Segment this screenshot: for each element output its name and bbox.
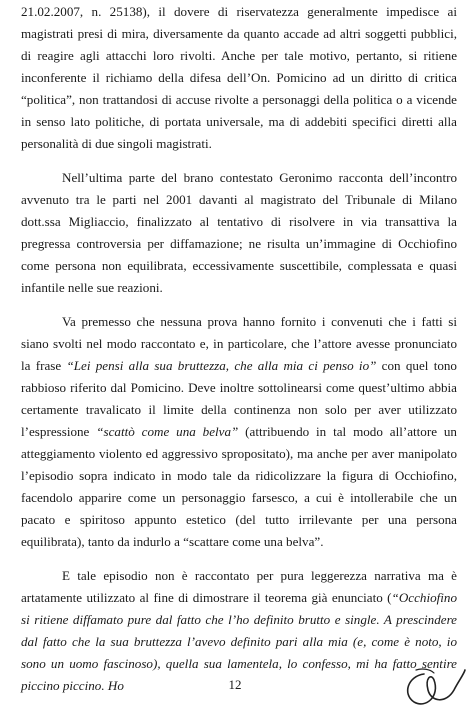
paragraph-3-text-3: (attribuendo in tal modo all’attore un atteggiamento violento ed aggressivo spropositato), ma anche per aver manipolato l’episodio sopra indicato in modo tale da ridicolizzare la figura di Occhiofino, facendolo apparire come un personaggio farsesco, a cui è intollerabile che un pacato e spiritoso appunto estetico (del tutto irrilevante per una persona equilibrata), tanto da indurlo a “scattare come una belva”. (21, 424, 457, 549)
paragraph-1: 21.02.2007, n. 25138), il dovere di riservatezza generalmente impedisce ai magistrati presi di mira, diversamente da quanto accade ad altri soggetti pubblici, di reagire agli attacchi loro rivolti. Anche per tale motivo, pertanto, si ritiene inconferente il richiamo della difesa dell’On. Pomicino ad un diritto di critica “politica”, non trattandosi di accuse rivolte a personaggi della politica o a vicende in senso lato politiche, di portata universale, ma di addebiti specifici diretti alla personalità di due singoli magistrati. (21, 4, 457, 151)
handwritten-signature (394, 664, 466, 712)
quoted-phrase-bruttezza: “Lei pensi alla sua bruttezza, che alla mia ci penso io” (66, 358, 377, 373)
quoted-phrase-belva: “scattò come una belva” (96, 424, 239, 439)
paragraph-2: Nell’ultima parte del brano contestato Geronimo racconta dell’incontro avvenuto tra le parti nel 2001 davanti al magistrato del Tribunale di Milano dott.ssa Migliaccio, finalizzato al tentativo di risolvere in via transattiva la pregressa controversia per diffamazione; ne risulta un’immagine di Occhiofino come persona non equilibrata, eccessivamente suscettibile, complessata e quasi infantile nelle sue reazioni. (21, 170, 457, 295)
page-number: 12 (228, 677, 242, 692)
quoted-passage: “Occhiofino si ritiene diffamato pure dal fatto che l’ho definito brutto e single. A prescindere dal fatto che la sua bruttezza l’avevo definito pari alla mia (e, come è noto, io sono un uomo fascinoso), quella sua lamentela, lo confesso, mi ha fatto sentire piccino piccino. Ho (21, 590, 457, 693)
paragraph-3 (21, 311, 457, 553)
paragraph-3-text-2: con quel tono rabbioso riferito dal Pomicino. Deve inoltre sottolinearsi come quest’ultimo abbia certamente travalicato il limite della continenza non solo per aver utilizzato l’espressione (21, 358, 457, 439)
paragraph-4-text: E tale episodio non è raccontato per pura leggerezza narrativa ma è artatamente utilizzato al fine di dimostrare il teorema già enunciato ( (21, 568, 457, 605)
paragraph-3-text-1: Va premesso che nessuna prova hanno fornito i convenuti che i fatti si siano svolti nel modo raccontato e, in particolare, che l’attore avesse pronunciato la frase (21, 314, 457, 373)
document-body (21, 1, 457, 697)
